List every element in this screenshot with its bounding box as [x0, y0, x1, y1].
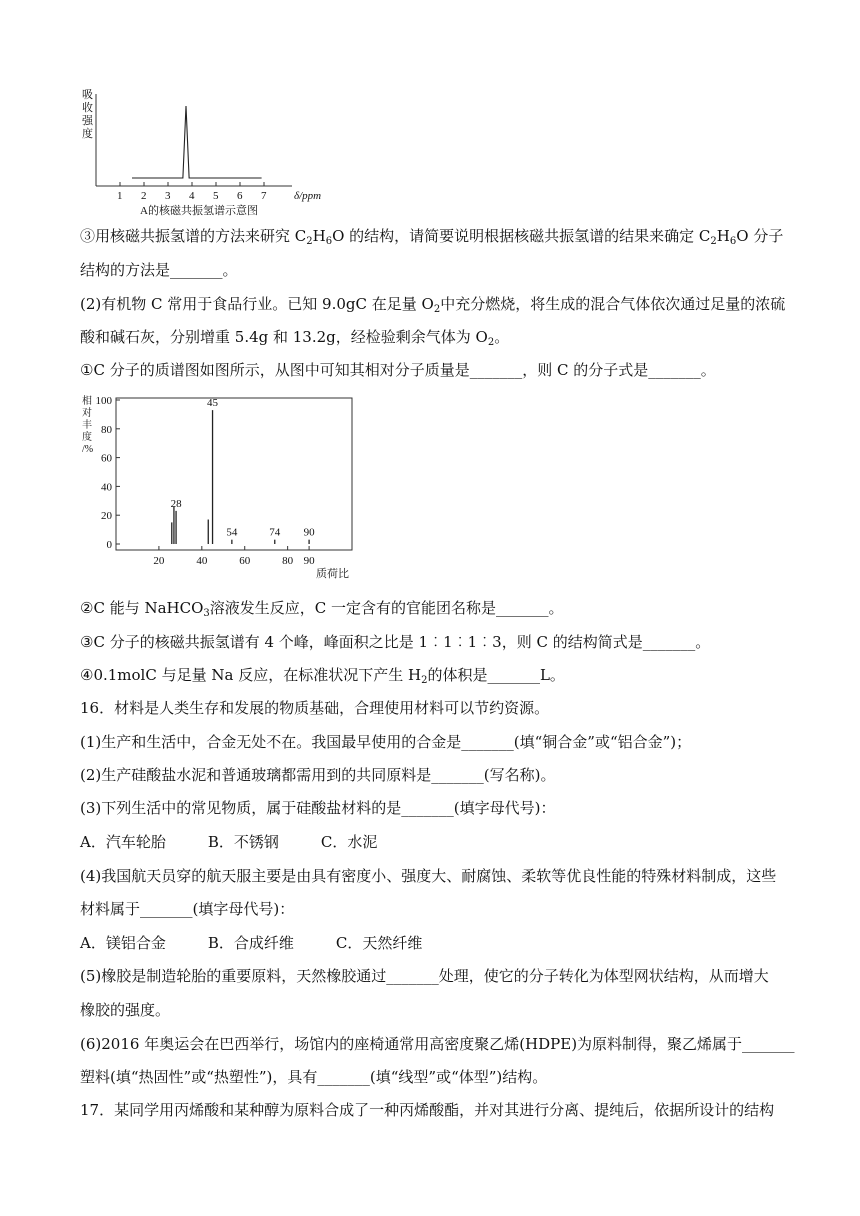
q15-part2-sub1: ①C 分子的质谱图如图所示，从图中可知其相对分子质量是_______，则 C 的分子式是_______。 [80, 361, 716, 379]
ms-x-tick-label: 20 [153, 555, 165, 567]
q16-3-options [80, 832, 780, 852]
nmr-x-tick-label: 4 [189, 190, 195, 202]
q16-3-option-a: A．汽车轮胎 [80, 833, 166, 851]
q16-3-option-b: B．不锈钢 [207, 833, 279, 851]
q16-3: (3)下列生活中的常见物质，属于硅酸盐材料的是_______(填字母代号)： [80, 799, 556, 817]
q16-4-option-c: C．天然纤维 [335, 934, 423, 952]
q16-4-line2: 材料属于_______(填字母代号)： [80, 900, 295, 918]
nmr-spectrum-chart [78, 84, 338, 220]
q16-1: (1)生产和生活中，合金无处不在。我国最早使用的合金是_______(填“铜合金”或“铝合金”)； [80, 733, 692, 751]
q15-3-line1: ③用核磁共振氢谱的方法来研究 $C_2H_6O$ 的结构，请简要说明根据核磁共振氢谱的结果来确定 $C_2H_6O$ 分子 [80, 227, 784, 247]
nmr-x-tick-label: 5 [213, 190, 219, 202]
nmr-ylabel-char: 度 [82, 128, 93, 140]
q17-stem: 17．某同学用丙烯酸和某种醇为原料合成了一种丙烯酸酯，并对其进行分离、提纯后，依据所设计的结构 [80, 1101, 775, 1119]
ms-y-tick-label: 0 [106, 539, 112, 551]
ms-peak-label: 74 [269, 526, 281, 539]
nmr-ylabel-char: 吸 [82, 89, 93, 101]
nmr-caption: A的核磁共振氢谱示意图 [140, 205, 258, 217]
nmr-x-tick-label: 1 [117, 190, 123, 202]
ms-y-axis-label [82, 394, 93, 455]
q15-part2-sub2: ②C 能与 NaHCO$_3$溶液发生反应，C 一定含有的官能团名称是_______。 [80, 599, 564, 619]
q16-4-option-a: A．镁铝合金 [80, 934, 166, 952]
ms-x-tick-label: 60 [239, 555, 251, 567]
ms-x-tick-label: 80 [282, 555, 294, 567]
ms-ylabel-char: 相 [82, 396, 92, 407]
ms-peak-label: 90 [303, 526, 315, 539]
ms-y-tick-label: 80 [101, 423, 112, 436]
ms-ylabel-char: /% [82, 444, 94, 455]
q15-part2-line1: (2)有机物 C 常用于食品行业。已知 9.0gC 在足量 $O_2$中充分燃烧，将生成的混合气体依次通过足量的浓硫 [80, 295, 786, 315]
mass-spectrum-chart [80, 392, 360, 584]
nmr-ylabel-char: 强 [82, 115, 93, 127]
q15-part2-line2: 酸和碱石灰，分别增重 5.4g 和 13.2g，经检验剩余气体为 $O_2$。 [80, 328, 510, 348]
nmr-x-ticks [117, 182, 267, 202]
ms-ylabel-char: 度 [82, 432, 92, 443]
nmr-x-axis-unit: δ/ppm [294, 190, 322, 202]
ms-ylabel-char: 对 [82, 408, 92, 419]
q16-4-line1: (4)我国航天员穿的航天服主要是由具有密度小、强度大、耐腐蚀、柔软等优良性能的特殊材料制成，这些 [80, 867, 777, 885]
nmr-ylabel-char: 收 [82, 102, 93, 114]
q15-3-line2: 结构的方法是_______。 [80, 261, 238, 279]
nmr-x-tick-label: 7 [261, 190, 267, 202]
q16-4-option-b: B．合成纤维 [207, 934, 294, 952]
ms-peak-label: 54 [226, 526, 238, 539]
q16-6-line1: (6)2016 年奥运会在巴西举行，场馆内的座椅通常用高密度聚乙烯(HDPE)为原料制得，聚乙烯属于_______ [80, 1035, 795, 1053]
ms-peaks [171, 397, 316, 544]
ms-y-tick-label: 100 [95, 395, 112, 407]
q16-5-line1: (5)橡胶是制造轮胎的重要原料，天然橡胶通过_______处理，使它的分子转化为体型网状结构，从而增大 [80, 967, 769, 985]
ms-peak-label: 45 [207, 397, 219, 410]
nmr-x-tick-label: 6 [237, 190, 243, 202]
ms-x-tick-label: 40 [196, 555, 208, 567]
nmr-y-axis-label [82, 88, 94, 140]
ms-x-axis-label: 质荷比 [316, 568, 349, 580]
ms-x-ticks [153, 546, 315, 567]
q15-part2-sub4: ④0.1molC 与足量 Na 反应，在标准状况下产生 $H_2$的体积是_______L。 [80, 666, 565, 686]
q16-stem: 16．材料是人类生存和发展的物质基础，合理使用材料可以节约资源。 [80, 699, 550, 717]
ms-peak-label: 28 [170, 497, 182, 510]
ms-x-tick-label: 90 [303, 555, 315, 567]
q16-2: (2)生产硅酸盐水泥和普通玻璃都需用到的共同原料是_______(写名称)。 [80, 766, 556, 784]
ms-ylabel-char: 丰 [82, 420, 92, 431]
nmr-x-tick-label: 3 [165, 190, 171, 202]
ms-y-tick-label: 40 [101, 481, 112, 494]
ms-y-tick-label: 20 [101, 510, 112, 523]
q15-part2-sub3: ③C 分子的核磁共振氢谱有 4 个峰，峰面积之比是 1︰1︰1︰3，则 C 的结构简式是_______。 [80, 633, 711, 651]
nmr-spectrum-line [132, 106, 262, 178]
q16-5-line2: 橡胶的强度。 [80, 1001, 171, 1019]
q16-6-line2: 塑料(填“热固性”或“热塑性”)，具有_______(填“线型”或“体型”)结构。 [80, 1068, 548, 1086]
nmr-x-tick-label: 2 [141, 190, 147, 202]
q16-4-options [80, 933, 780, 953]
q16-3-option-c: C．水泥 [320, 833, 378, 851]
ms-y-tick-label: 60 [101, 452, 112, 465]
